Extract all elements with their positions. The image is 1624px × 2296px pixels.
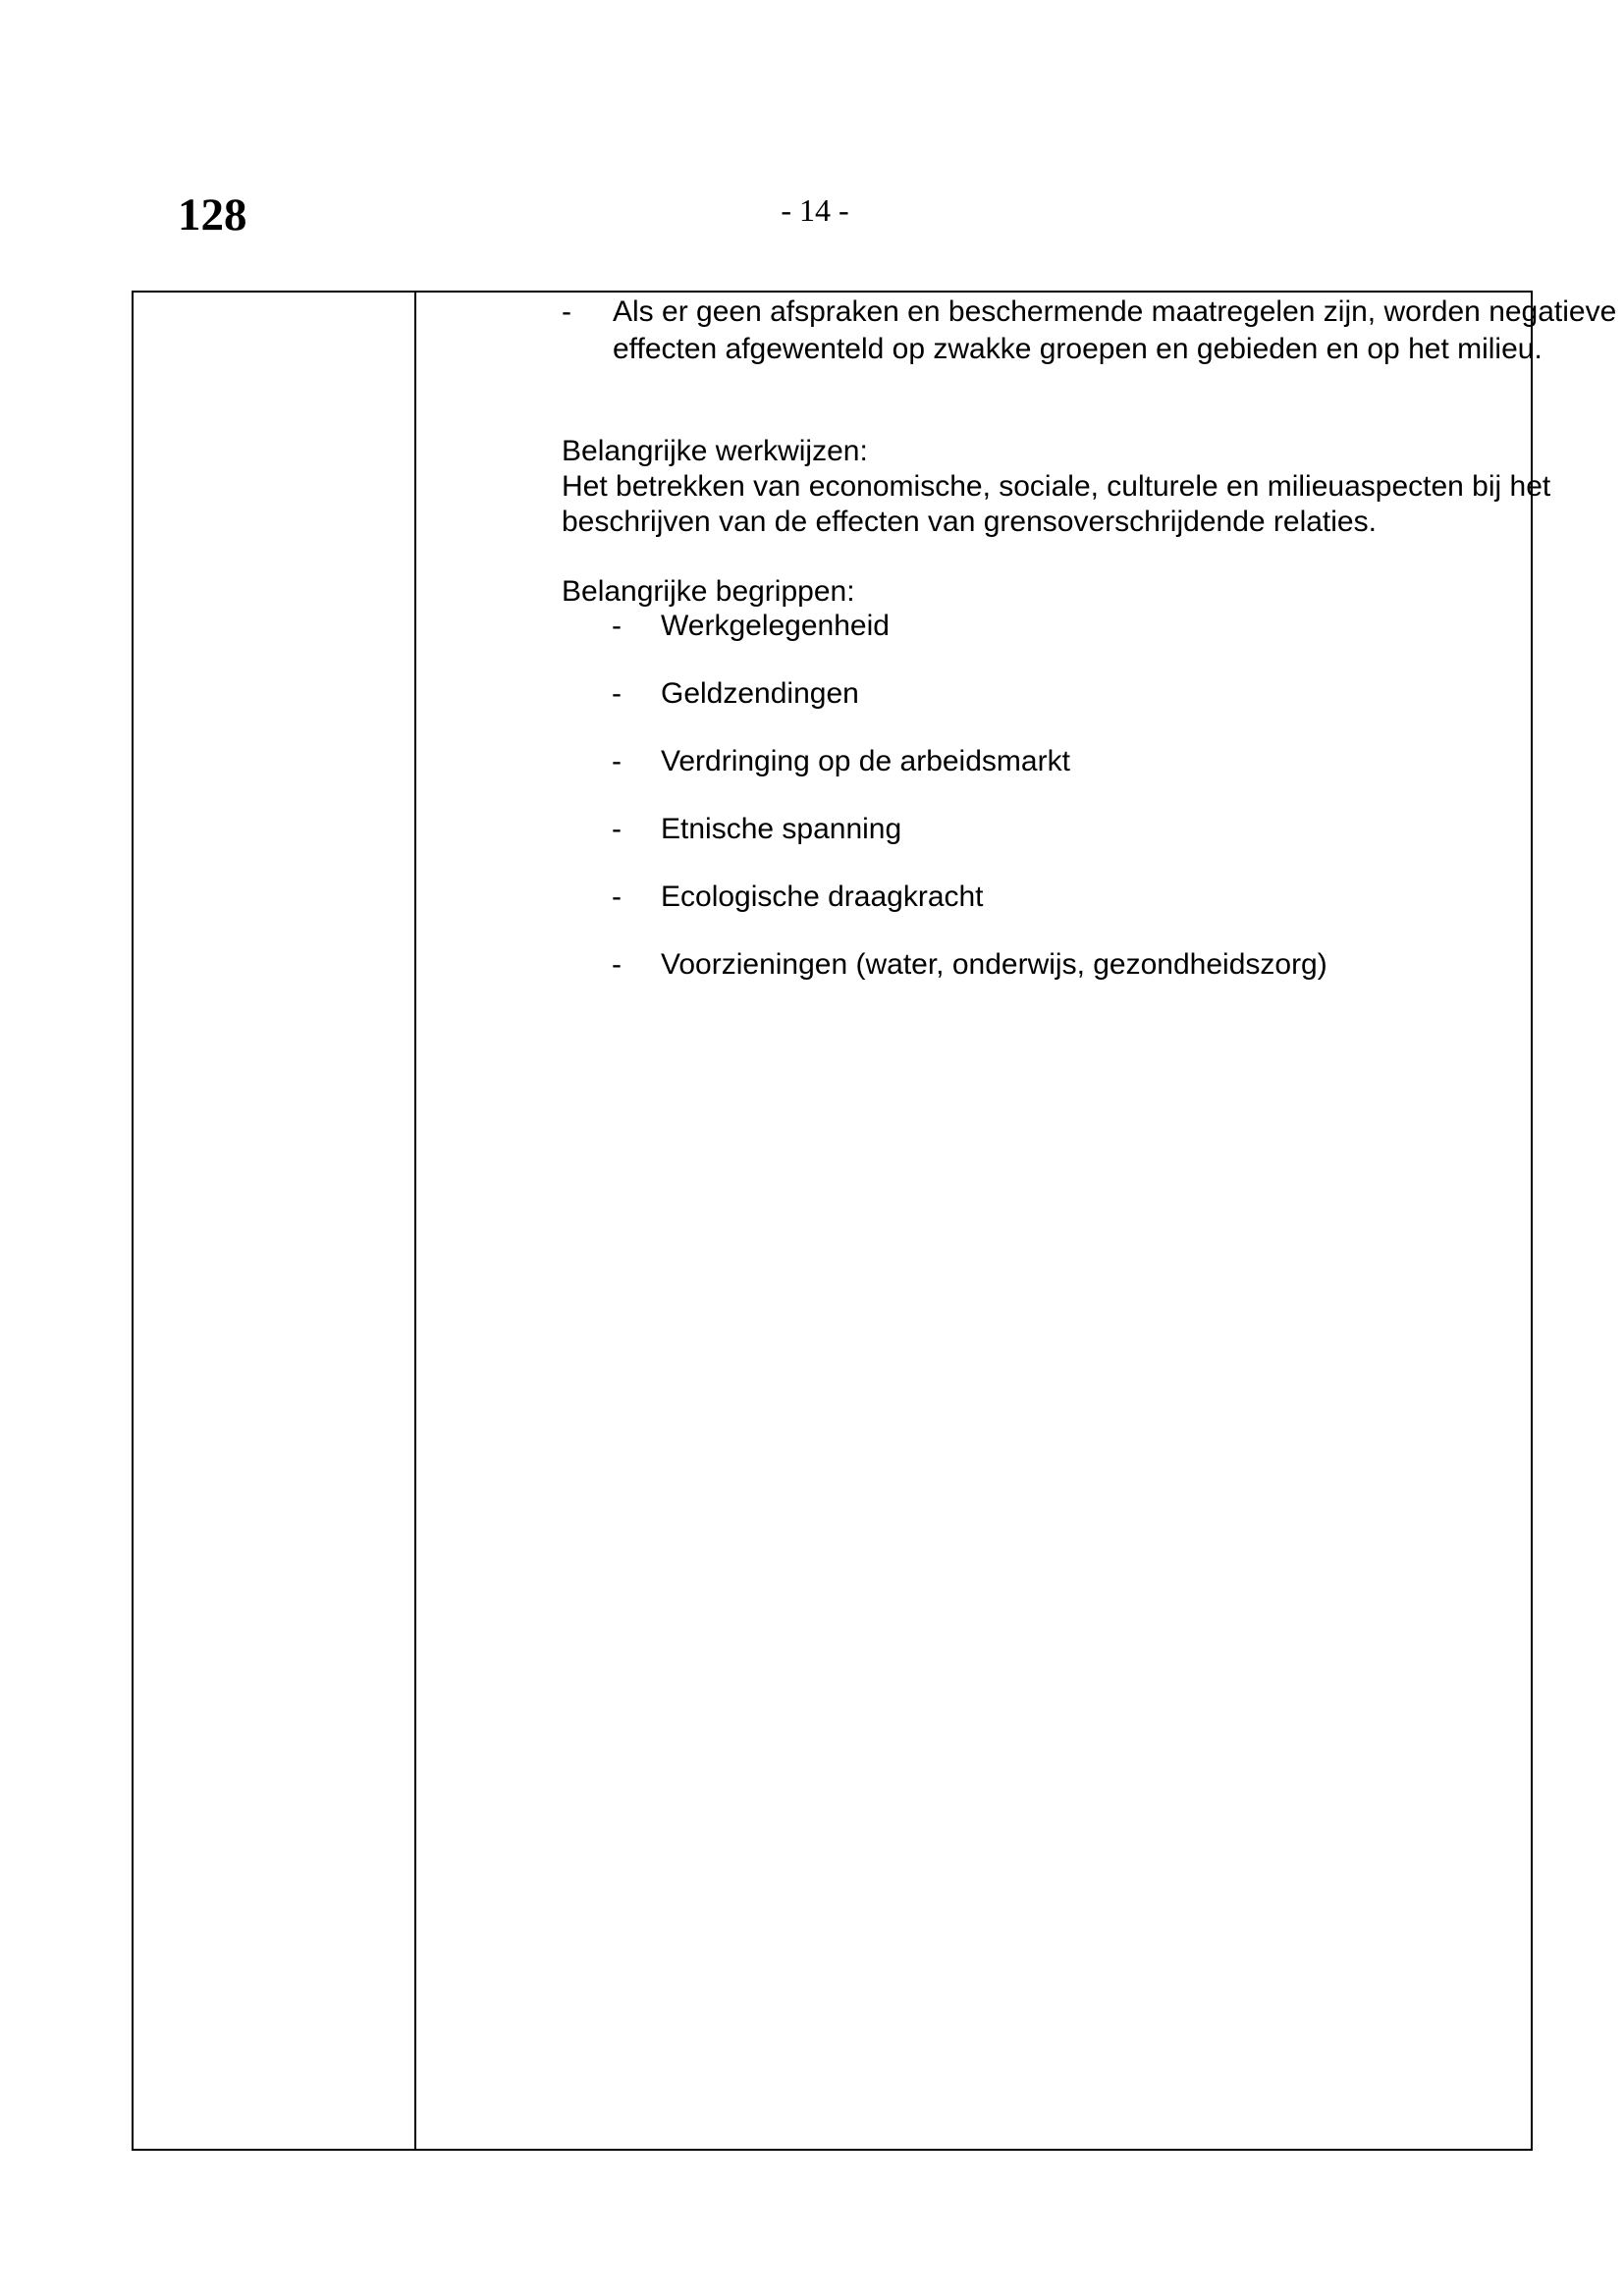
column-divider	[414, 293, 416, 2149]
werkwijzen-line-1: Het betrekken van economische, sociale, culturele en milieuaspecten bij het	[562, 470, 1551, 503]
top-bullet-marker: -	[562, 295, 571, 328]
begrip-marker: -	[612, 745, 622, 777]
page-number-bold: 128	[178, 189, 247, 240]
begrip-marker: -	[612, 610, 622, 642]
page-number-centered: - 14 -	[781, 192, 849, 228]
begrip-marker: -	[612, 813, 622, 845]
begrip-item: Etnische spanning	[661, 813, 902, 845]
werkwijzen-heading: Belangrijke werkwijzen:	[562, 435, 868, 467]
top-bullet-line-1: Als er geen afspraken en beschermende maatregelen zijn, worden negatieve	[613, 295, 1617, 328]
table-frame	[132, 291, 1617, 2151]
werkwijzen-line-2: beschrijven van de effecten van grensoverschrijdende relaties.	[562, 506, 1377, 538]
begrip-item: Verdringing op de arbeidsmarkt	[661, 745, 1070, 777]
begrip-marker: -	[612, 677, 622, 710]
begrip-item: Werkgelegenheid	[661, 610, 890, 642]
begrip-marker: -	[612, 881, 622, 913]
begrippen-heading: Belangrijke begrippen:	[562, 575, 855, 608]
begrip-marker: -	[612, 948, 622, 981]
begrip-item: Geldzendingen	[661, 677, 859, 710]
begrip-item: Ecologische draagkracht	[661, 881, 984, 913]
begrip-item: Voorzieningen (water, onderwijs, gezondheidszorg)	[661, 948, 1327, 981]
top-bullet-line-2: effecten afgewenteld op zwakke groepen en gebieden en op het milieu.	[613, 333, 1543, 365]
